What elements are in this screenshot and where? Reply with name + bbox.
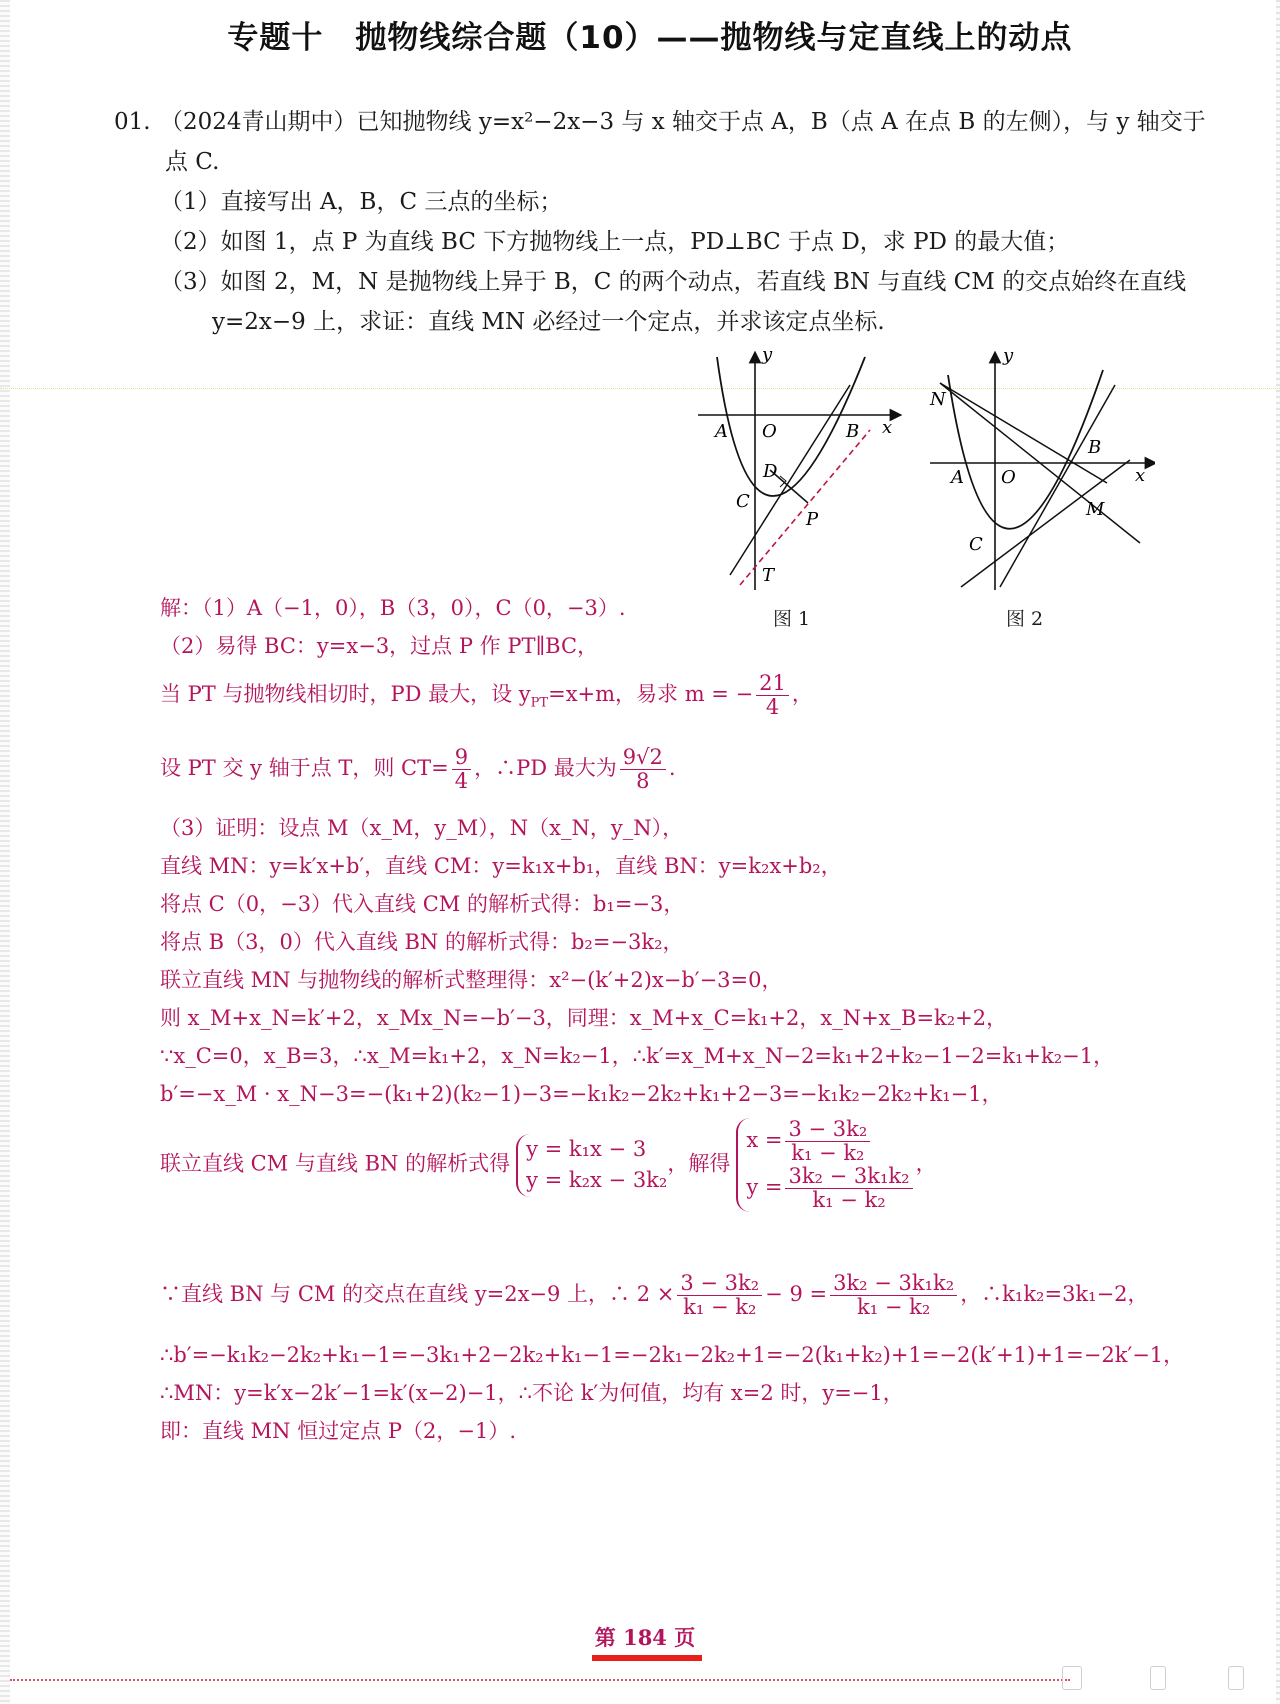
solution-line-14-b: − 9 =	[765, 1282, 828, 1307]
fig2-label-b: B	[1088, 437, 1102, 458]
solution-line-4	[160, 746, 676, 793]
solution-line-3-sub: PT	[530, 695, 549, 711]
fig2-label-x: x	[1135, 465, 1146, 486]
solution-line-7: 将点 C（0，−3）代入直线 CM 的解析式得：b₁=−3，	[160, 892, 685, 916]
solution-line-13-b: ，解得	[667, 1151, 731, 1176]
fraction-pd-denominator: 8	[636, 769, 650, 794]
question-line-1: （2024青山期中）已知抛物线 y=x²−2x−3 与 x 轴交于点 A，B（点 A 在点 B 的左侧），与 y 轴交于	[160, 109, 1206, 135]
figure-1-caption: 图 1	[773, 608, 811, 630]
solution-line-3	[160, 672, 813, 722]
solution-line-5: （3）证明：设点 M（x_M，y_M），N（x_N，y_N），	[160, 816, 684, 840]
solution-line-4-a: 设 PT 交 y 轴于点 T，则 CT=	[160, 756, 449, 781]
fig2-label-y: y	[1003, 345, 1014, 366]
fraction-y	[785, 1165, 912, 1212]
fraction-x	[785, 1118, 870, 1165]
figure-2-diagram	[925, 345, 1155, 595]
fig1-label-d: D	[763, 461, 778, 482]
line-pt	[740, 430, 870, 585]
fraction-left-denominator: k₁ − k₂	[683, 1295, 757, 1320]
solution-line-2: （2）易得 BC：y=x−3，过点 P 作 PT∥BC，	[160, 634, 599, 658]
scan-mark-3	[1228, 1666, 1244, 1690]
system-1-row-2: y = k₂x − 3k₂	[526, 1168, 668, 1193]
fraction-x-denominator: k₁ − k₂	[791, 1141, 865, 1166]
fig1-label-c: C	[736, 491, 750, 512]
solution-line-9: 联立直线 MN 与抛物线的解析式整理得：x²−(k′+2)x−b′−3=0，	[160, 968, 783, 992]
solution-line-4-c: .	[668, 756, 676, 781]
fig2-label-n: N	[930, 389, 946, 410]
page-number: 第 184 页	[594, 1625, 696, 1650]
fraction-m-denominator: 4	[765, 695, 780, 720]
figure-1-diagram	[690, 345, 910, 595]
solution-line-13	[160, 1118, 937, 1212]
question-number: 01.	[114, 109, 151, 135]
solution-line-6: 直线 MN：y=k′x+b′，直线 CM：y=k₁x+b₁，直线 BN：y=k₂x+b₂，	[160, 854, 842, 878]
question-part-3-cont: y=2x−9 上，求证：直线 MN 必经过一个定点，并求该定点坐标.	[212, 309, 885, 335]
fraction-ct	[452, 746, 471, 793]
fig1-label-x: x	[882, 417, 893, 438]
fraction-pd-numerator: 9√2	[620, 746, 666, 770]
page-title: 专题十 抛物线综合题（10）——抛物线与定直线上的动点	[227, 20, 1073, 56]
fig2-label-a: A	[951, 467, 964, 488]
scan-mark-2	[1150, 1666, 1166, 1690]
solution-line-8: 将点 B（3，0）代入直线 BN 的解析式得：b₂=−3k₂，	[160, 930, 684, 954]
fraction-y-numerator: 3k₂ − 3k₁k₂	[785, 1165, 912, 1189]
equation-system-2	[736, 1118, 915, 1212]
fig1-label-b: B	[846, 421, 860, 442]
scan-mark-1	[1062, 1666, 1082, 1690]
fraction-right-numerator: 3k₂ − 3k₁k₂	[830, 1272, 957, 1296]
line-bn	[940, 383, 1107, 483]
solution-line-3-c: ，	[791, 682, 813, 707]
line-fixed	[1000, 385, 1115, 587]
solution-line-1: 解：（1）A（−1，0），B（3，0），C（0，−3）.	[160, 596, 626, 620]
solution-line-15: ∴b′=−k₁k₂−2k₂+k₁−1=−3k₁+2−2k₂+k₁−1=−2k₁−2k₂+1=−2(k₁+k₂)+1=−2(k′+1)+1=−2k′−1，	[160, 1343, 1185, 1367]
fraction-left-numerator: 3 − 3k₂	[677, 1272, 762, 1296]
system-2-x-label: x =	[746, 1128, 783, 1153]
fig1-label-o: O	[762, 421, 777, 442]
fraction-x-numerator: 3 − 3k₂	[785, 1118, 870, 1142]
fraction-ct-numerator: 9	[452, 746, 471, 770]
page-number-underline	[592, 1655, 702, 1661]
solution-line-13-a: 联立直线 CM 与直线 BN 的解析式得	[160, 1151, 511, 1176]
question-part-1: （1）直接写出 A，B，C 三点的坐标；	[160, 189, 563, 215]
fig2-label-c: C	[969, 534, 983, 555]
solution-line-12: b′=−x_M · x_N−3=−(k₁+2)(k₂−1)−3=−k₁k₂−2k₂+k₁+2−3=−k₁k₂−2k₂+k₁−1，	[160, 1082, 1003, 1106]
solution-line-10: 则 x_M+x_N=k′+2，x_Mx_N=−b′−3，同理：x_M+x_C=k₁+2，x_N+x_B=k₂+2，	[160, 1006, 1008, 1030]
solution-line-14-a: ∵直线 BN 与 CM 的交点在直线 y=2x−9 上，∴ 2 ×	[160, 1282, 675, 1307]
fraction-pd-max	[620, 746, 666, 793]
solution-line-14	[160, 1272, 1149, 1319]
question-part-3: （3）如图 2，M，N 是抛物线上异于 B，C 的两个动点，若直线 BN 与直线 CM 的交点始终在直线	[160, 269, 1187, 295]
question-part-2: （2）如图 1，点 P 为直线 BC 下方抛物线上一点，PD⊥BC 于点 D，求 PD 的最大值；	[160, 229, 1070, 255]
solution-line-14-c: ，∴k₁k₂=3k₁−2，	[960, 1282, 1149, 1307]
parabola	[948, 370, 1103, 529]
fraction-right	[830, 1272, 957, 1319]
system-1-row-1: y = k₁x − 3	[526, 1136, 647, 1161]
line-bc	[730, 385, 850, 575]
solution-line-17: 即：直线 MN 恒过定点 P（2，−1）.	[160, 1419, 517, 1443]
figure-2-caption: 图 2	[1006, 608, 1044, 630]
fraction-m	[756, 672, 789, 719]
solution-line-3-b: =x+m，易求 m = −	[548, 682, 754, 707]
system-2-row-x	[746, 1118, 915, 1165]
fraction-ct-denominator: 4	[454, 769, 469, 794]
fig2-label-m: M	[1086, 499, 1105, 520]
solution-line-4-b: ，∴PD 最大为	[474, 756, 617, 781]
fig1-label-p: P	[806, 509, 819, 530]
fig1-label-t: T	[762, 565, 775, 586]
system-2-row-y	[746, 1165, 915, 1212]
fig2-label-o: O	[1001, 467, 1016, 488]
scan-right-edge	[1276, 0, 1280, 1704]
solution-line-11: ∵x_C=0，x_B=3，∴x_M=k₁+2，x_N=k₂−1，∴k′=x_M+x_N−2=k₁+2+k₂−1−2=k₁+k₂−1，	[160, 1044, 1115, 1068]
fraction-right-denominator: k₁ − k₂	[857, 1295, 931, 1320]
solution-line-3-a: 当 PT 与抛物线相切时，PD 最大，设 y	[160, 682, 531, 707]
fraction-y-denominator: k₁ − k₂	[812, 1188, 886, 1213]
question-line-2: 点 C.	[165, 149, 220, 175]
equation-system-1	[516, 1134, 667, 1197]
fraction-m-numerator: 21	[756, 672, 789, 696]
scan-left-edge	[0, 0, 10, 1704]
fraction-left	[677, 1272, 762, 1319]
solution-line-16: ∴MN：y=k′x−2k′−1=k′(x−2)−1，∴不论 k′为何值，均有 x=2 时，y=−1，	[160, 1381, 904, 1405]
parabola	[717, 357, 865, 496]
solution-line-13-c: ，	[915, 1151, 937, 1176]
line-cm	[961, 460, 1130, 587]
footer-dotted-rule	[10, 1679, 1070, 1681]
fig1-label-y: y	[762, 345, 773, 365]
fig1-label-a: A	[715, 421, 728, 442]
system-2-y-label: y =	[746, 1175, 783, 1200]
